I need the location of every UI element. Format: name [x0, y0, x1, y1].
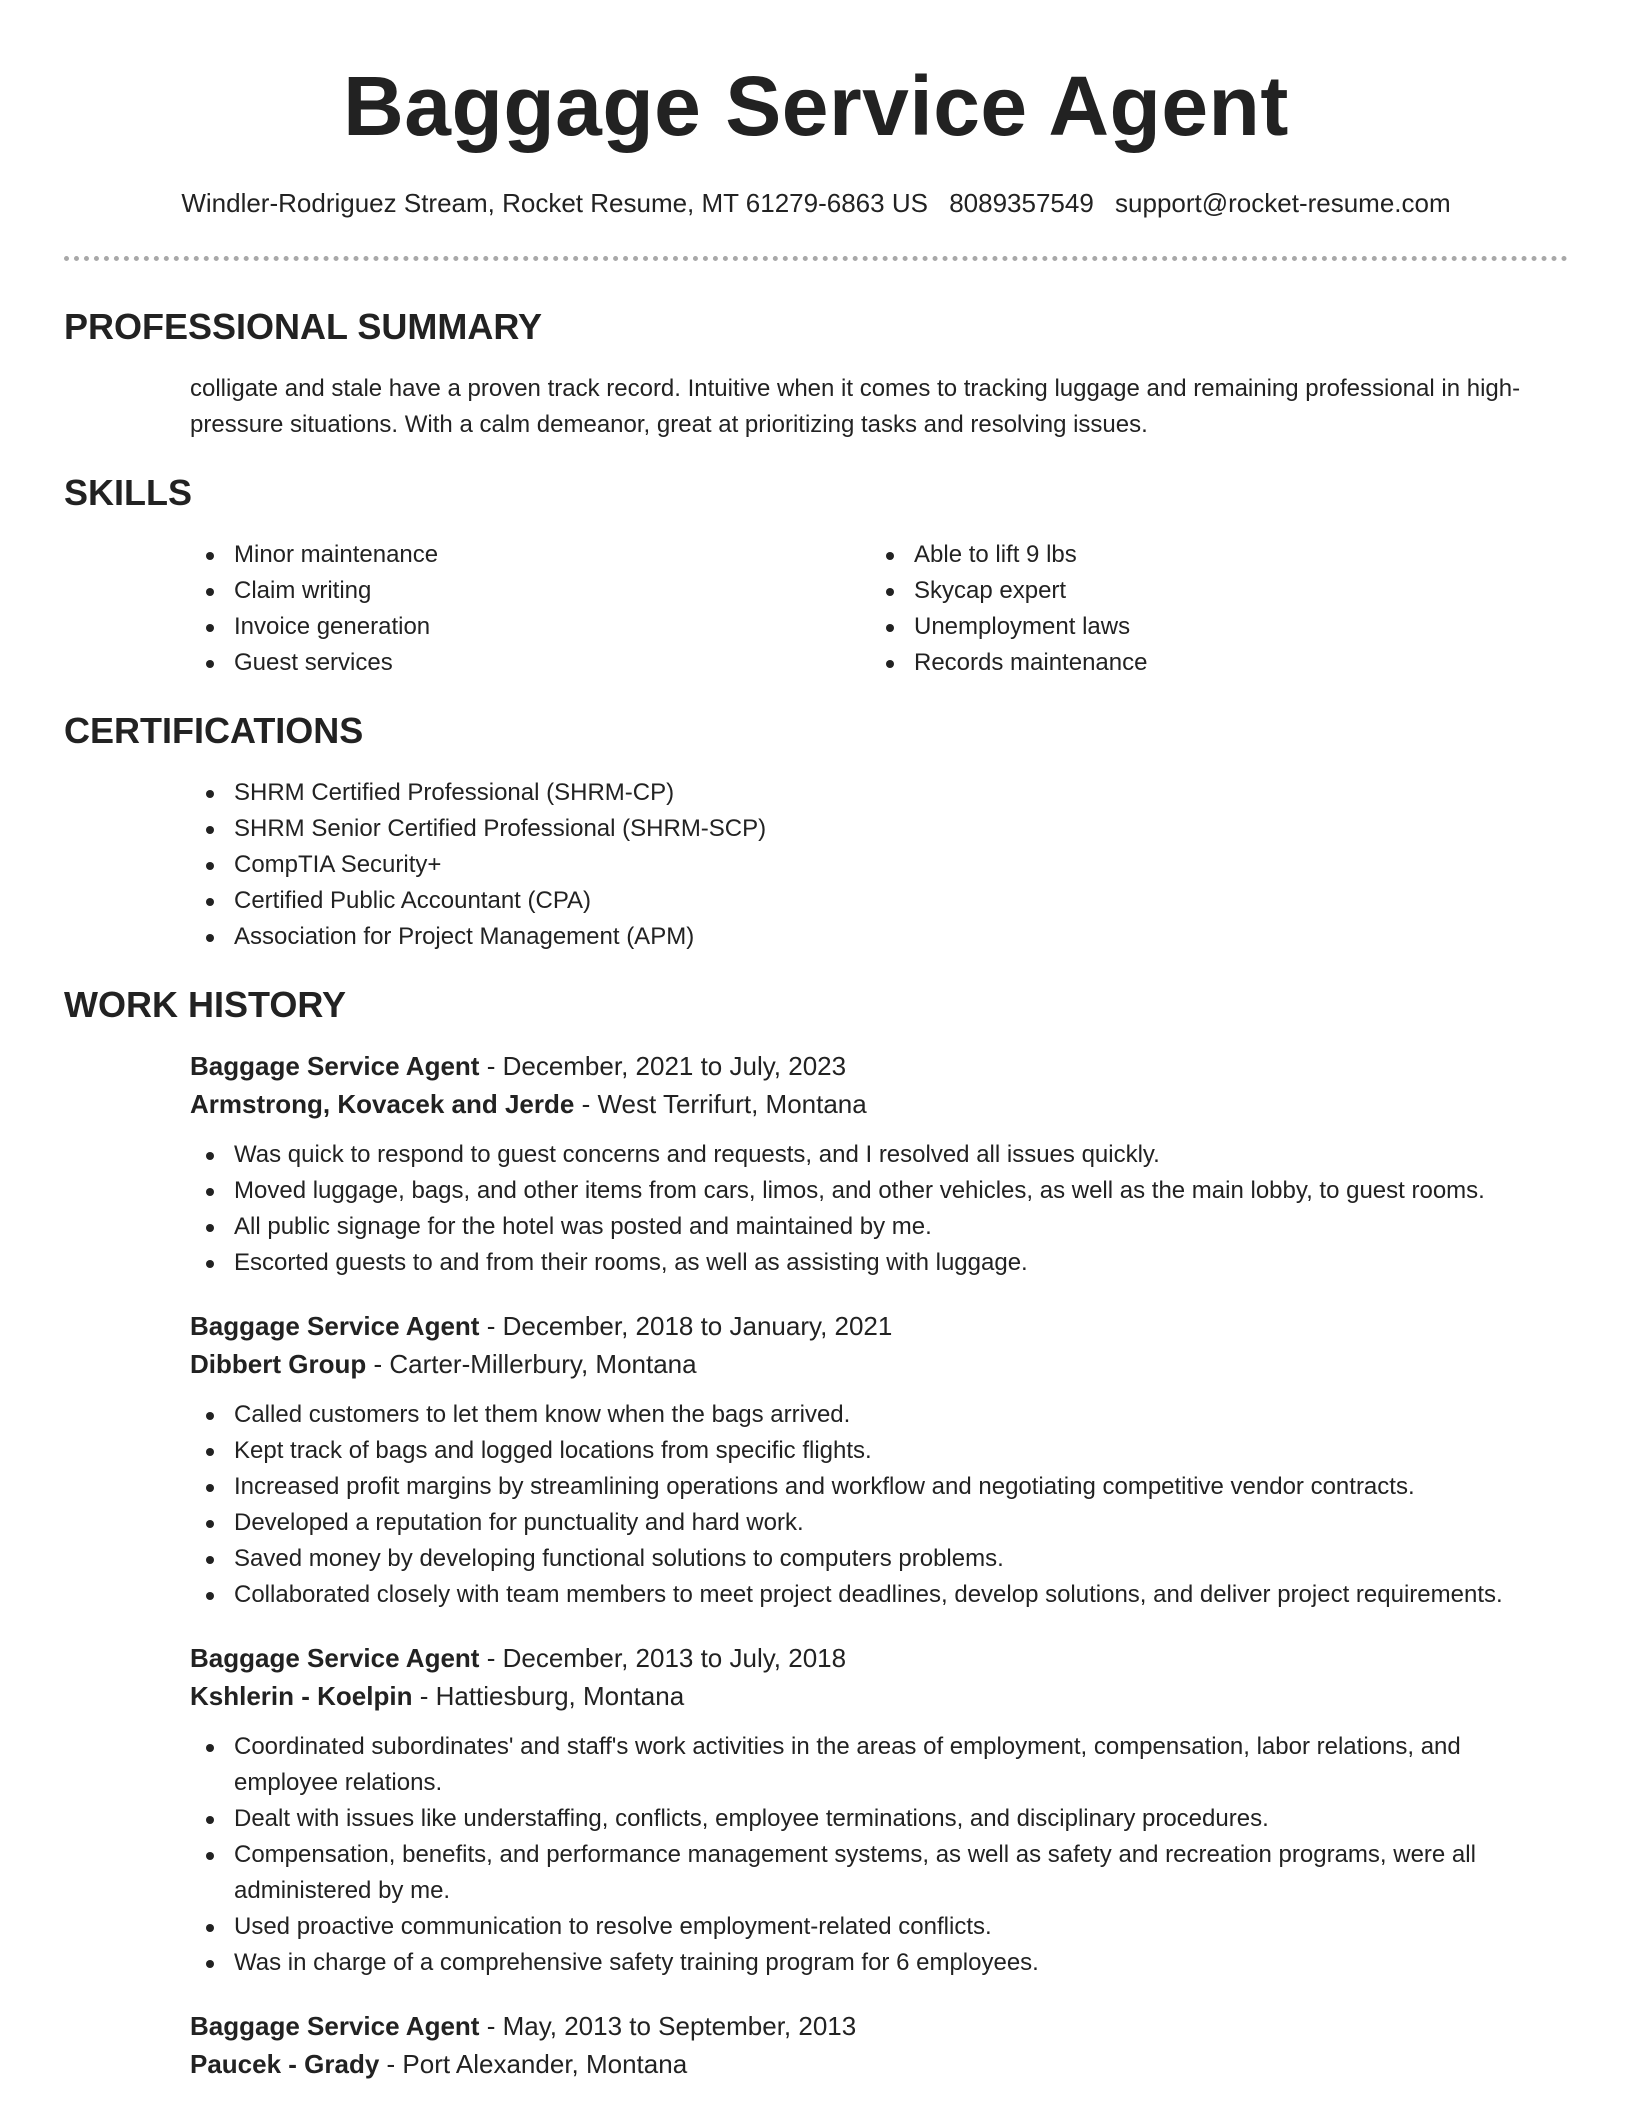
job-bullet: Was in charge of a comprehensive safety training program for 6 employees.: [190, 1945, 1568, 1981]
job-dates: December, 2013 to July, 2018: [502, 1643, 847, 1673]
header-divider: [64, 256, 1568, 261]
job-location: Hattiesburg, Montana: [435, 1681, 685, 1711]
job-bullet: Compensation, benefits, and performance management systems, as well as safety and recreation programs, were all administered by me.: [190, 1837, 1568, 1909]
job-dates: December, 2021 to July, 2023: [502, 1051, 847, 1081]
summary-text: colligate and stale have a proven track record. Intuitive when it comes to tracking luggage and remaining professional in high-pressure situations. With a calm demeanor, great at prioritizing tasks and resolving issues.: [190, 375, 1521, 438]
job-dates: December, 2018 to January, 2021: [502, 1311, 893, 1341]
job-bullet: Moved luggage, bags, and other items from cars, limos, and other vehicles, as well as the main lobby, to guest rooms.: [190, 1173, 1568, 1209]
skills-heading: SKILLS: [64, 472, 193, 513]
skill-item: Guest services: [190, 645, 870, 681]
job-bullet: Called customers to let them know when the bags arrived.: [190, 1397, 1568, 1433]
job-bullet: Dealt with issues like understaffing, conflicts, employee terminations, and disciplinary procedures.: [190, 1801, 1568, 1837]
job-bullet: Coordinated subordinates' and staff's work activities in the areas of employment, compensation, labor relations, and employee relations.: [190, 1729, 1568, 1801]
job-company-line: Paucek - Grady - Port Alexander, Montana: [190, 2049, 688, 2079]
skill-item: Claim writing: [190, 573, 870, 609]
job-bullet: Kept track of bags and logged locations from specific flights.: [190, 1433, 1568, 1469]
job-entry: [190, 1639, 1568, 1981]
job-role: Baggage Service Agent: [190, 2011, 480, 2041]
skill-item: Skycap expert: [870, 573, 1550, 609]
job-dates: May, 2013 to September, 2013: [502, 2011, 857, 2041]
job-entry: [190, 2007, 1568, 2083]
certification-item: CompTIA Security+: [190, 847, 1568, 883]
skills-list-left: [190, 537, 870, 681]
job-title-line: Baggage Service Agent - December, 2013 to July, 2018: [190, 1643, 847, 1673]
job-bullet: Escorted guests to and from their rooms, as well as assisting with luggage.: [190, 1245, 1568, 1281]
skill-item: Minor maintenance: [190, 537, 870, 573]
job-role: Baggage Service Agent: [190, 1311, 480, 1341]
job-role: Baggage Service Agent: [190, 1051, 480, 1081]
job-bullet: Used proactive communication to resolve employment-related conflicts.: [190, 1909, 1568, 1945]
job-company: Paucek - Grady: [190, 2049, 380, 2079]
job-bullets: [190, 1137, 1568, 1281]
skills-grid: [64, 537, 1568, 681]
work-history-heading: WORK HISTORY: [64, 984, 347, 1025]
certifications-list: [190, 775, 1568, 955]
job-bullets: [190, 1729, 1568, 1981]
certification-item: Association for Project Management (APM): [190, 919, 1568, 955]
job-company-line: Armstrong, Kovacek and Jerde - West Terrifurt, Montana: [190, 1089, 867, 1119]
job-location: Port Alexander, Montana: [402, 2049, 688, 2079]
contact-line: [64, 186, 1568, 220]
skill-item: Invoice generation: [190, 609, 870, 645]
contact-phone: 8089357549: [949, 188, 1094, 218]
job-bullets: [190, 1397, 1568, 1613]
job-bullet: Developed a reputation for punctuality and hard work.: [190, 1505, 1568, 1541]
contact-email: support@rocket-resume.com: [1115, 188, 1451, 218]
job-title-line: Baggage Service Agent - December, 2021 to July, 2023: [190, 1051, 847, 1081]
job-location: West Terrifurt, Montana: [597, 1089, 867, 1119]
job-bullet: All public signage for the hotel was posted and maintained by me.: [190, 1209, 1568, 1245]
certifications-block: [64, 775, 1568, 955]
job-company: Kshlerin - Koelpin: [190, 1681, 413, 1711]
work-history-block: [64, 1047, 1568, 2083]
job-entry: [190, 1047, 1568, 1281]
job-bullet: Collaborated closely with team members to meet project deadlines, develop solutions, and deliver project requirements.: [190, 1577, 1568, 1613]
skill-item: Records maintenance: [870, 645, 1550, 681]
job-title-line: Baggage Service Agent - May, 2013 to September, 2013: [190, 2011, 857, 2041]
certification-item: SHRM Certified Professional (SHRM-CP): [190, 775, 1568, 811]
certification-item: Certified Public Accountant (CPA): [190, 883, 1568, 919]
job-role: Baggage Service Agent: [190, 1643, 480, 1673]
job-location: Carter-Millerbury, Montana: [389, 1349, 697, 1379]
resume-name: Baggage Service Agent: [343, 59, 1289, 153]
job-bullet: Was quick to respond to guest concerns and requests, and I resolved all issues quickly.: [190, 1137, 1568, 1173]
contact-address: Windler-Rodriguez Stream, Rocket Resume, MT 61279-6863 US: [181, 188, 928, 218]
job-company-line: Dibbert Group - Carter-Millerbury, Montana: [190, 1349, 697, 1379]
skill-item: Unemployment laws: [870, 609, 1550, 645]
job-title-line: Baggage Service Agent - December, 2018 to January, 2021: [190, 1311, 893, 1341]
job-company: Dibbert Group: [190, 1349, 367, 1379]
job-company-line: Kshlerin - Koelpin - Hattiesburg, Montana: [190, 1681, 685, 1711]
job-bullet: Saved money by developing functional solutions to computers problems.: [190, 1541, 1568, 1577]
certification-item: SHRM Senior Certified Professional (SHRM-SCP): [190, 811, 1568, 847]
certifications-heading: CERTIFICATIONS: [64, 710, 364, 751]
skill-item: Able to lift 9 lbs: [870, 537, 1550, 573]
summary-heading: PROFESSIONAL SUMMARY: [64, 306, 543, 347]
job-bullet: Increased profit margins by streamlining operations and workflow and negotiating competitive vendor contracts.: [190, 1469, 1568, 1505]
skills-list-right: [870, 537, 1550, 681]
job-entry: [190, 1307, 1568, 1613]
job-company: Armstrong, Kovacek and Jerde: [190, 1089, 575, 1119]
